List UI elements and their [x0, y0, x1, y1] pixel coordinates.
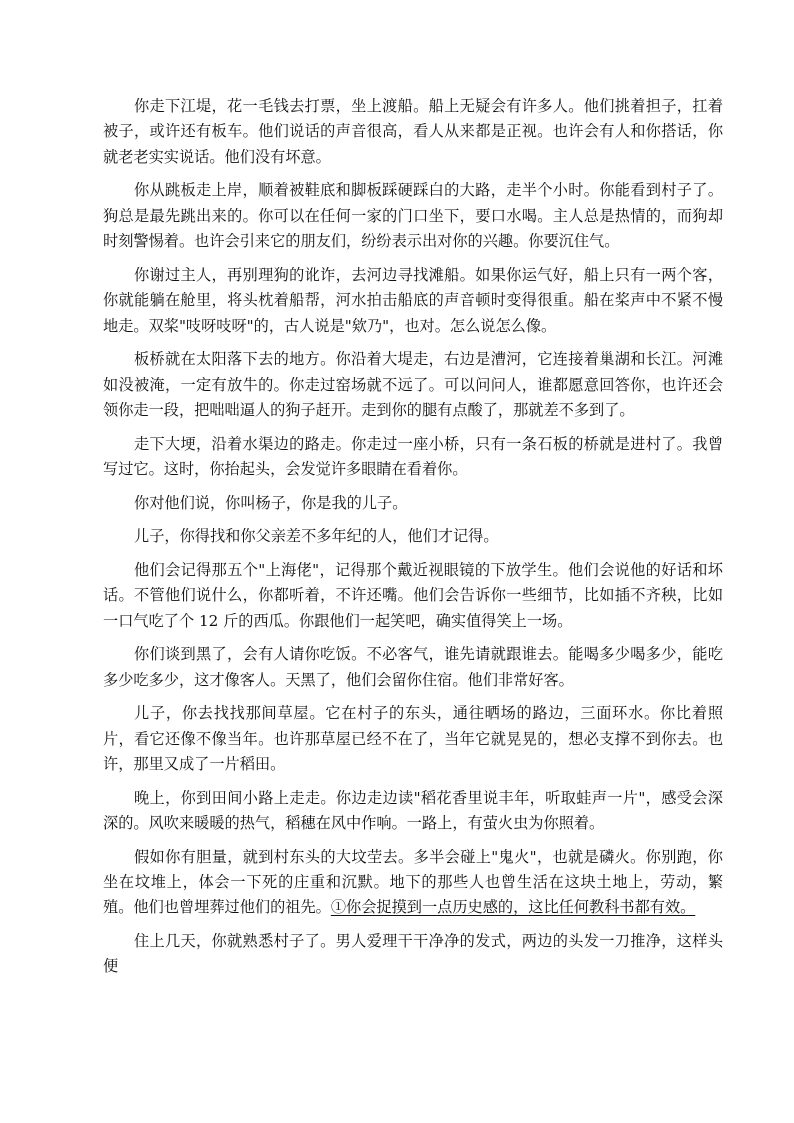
paragraph-13 — [103, 929, 723, 980]
paragraph-text: 你对他们说，你叫杨子，你是我的儿子。 — [134, 493, 408, 512]
paragraph-text: 他们会记得那五个"上海佬"，记得那个戴近视眼镜的下放学生。他们会说他的好话和坏话。不管他们说什么，你都听着，不许还嘴。他们会告诉你一些细节，比如插不齐秧，比如一口气吃了个 12 斤的西瓜。你跟他们一起笑吧，确实值得笑上一场。 — [103, 560, 723, 630]
paragraph-1 — [103, 94, 723, 170]
paragraph-text: 你谢过主人，再别理狗的讹诈，去河边寻找滩船。如果你运气好，船上只有一两个客，你就能躺在舱里，将头枕着船帮，河水拍击船底的声音顿时变得很重。船在桨声中不紧不慢地走。双桨"吱呀吱呀"的，古人说是"欸乃"，也对。怎么说怎么像。 — [103, 265, 723, 335]
paragraph-text: 住上几天，你就熟悉村子了。男人爱理干干净净的发式，两边的头发一刀推净，这样头便 — [103, 932, 723, 976]
paragraph-9 — [103, 642, 723, 693]
paragraph-2 — [103, 178, 723, 254]
paragraph-4 — [103, 347, 723, 423]
paragraph-text: 板桥就在太阳落下去的地方。你沿着大堤走，右边是漕河，它连接着巢湖和长江。河滩如没被淹，一定有放牛的。你走过窑场就不远了。可以问问人，谁都愿意回答你，也许还会领你走一段，把咄咄逼人的狗子赶开。走到你的腿有点酸了，那就差不多到了。 — [103, 350, 723, 420]
paragraph-text: 儿子，你得找和你父亲差不多年纪的人，他们才记得。 — [134, 527, 499, 546]
paragraph-8 — [103, 558, 723, 634]
paragraph-5 — [103, 432, 723, 483]
paragraph-text: 晚上，你到田间小路上走走。你边走边读"稻花香里说丰年，听取蛙声一片"，感受会深深的。风吹来暖暖的热气，稻穗在风中作响。一路上，有萤火虫为你照着。 — [103, 788, 723, 833]
essay-body — [103, 94, 723, 988]
paragraph-7 — [103, 524, 723, 549]
paragraph-3 — [103, 263, 723, 339]
paragraph-text: 走下大埂，沿着水渠边的路走。你走过一座小桥，只有一条石板的桥就是进村了。我曾写过它。这时，你抬起头，会发觉许多眼睛在看着你。 — [103, 434, 723, 479]
paragraph-text: 你走下江堤，花一毛钱去打票，坐上渡船。船上无疑会有许多人。他们挑着担子，扛着被子，或许还有板车。他们说话的声音很高，看人从来都是正视。也许会有人和你搭话，你就老老实实说话。他们没有坏意。 — [103, 97, 723, 166]
paragraph-12 — [103, 845, 723, 921]
paragraph-text: 你们谈到黑了，会有人请你吃饭。不必客气，谁先请就跟谁去。能喝多少喝多少，能吃多少吃多少，这才像客人。天黑了，他们会留你住宿。他们非常好客。 — [103, 645, 723, 689]
paragraph-10 — [103, 701, 723, 777]
paragraph-11 — [103, 786, 723, 837]
paragraph-6 — [103, 491, 723, 516]
paragraph-text: 你从跳板走上岸，顺着被鞋底和脚板踩硬踩白的大路，走半个小时。你能看到村子了。狗总是最先跳出来的。你可以在任何一家的门口坐下，要口水喝。主人总是热情的，而狗却时刻警惕着。也许会引来它的朋友们，纷纷表示出对你的兴趣。你要沉住气。 — [103, 181, 723, 251]
underlined-sentence-1: ①你会捉摸到一点历史感的，这比任何教科书都有效。 — [330, 898, 696, 917]
paragraph-text: 假如你有胆量，就到村东头的大坟茔去。多半会碰上"鬼火"，也就是磷火。你别跑，你坐在坟堆上，体会一下死的庄重和沉默。地下的那些人也曾生活在这块土地上，劳动，繁殖。他们也曾埋葬过他们的祖先。 — [103, 847, 723, 917]
paragraph-text: 儿子，你去找找那间草屋。它在村子的东头，通往晒场的路边，三面环水。你比着照片，看它还像不像当年。也许那草屋已经不在了，当年它就晃晃的，想必支撑不到你去。也许，那里又成了一片稻田。 — [103, 704, 723, 774]
